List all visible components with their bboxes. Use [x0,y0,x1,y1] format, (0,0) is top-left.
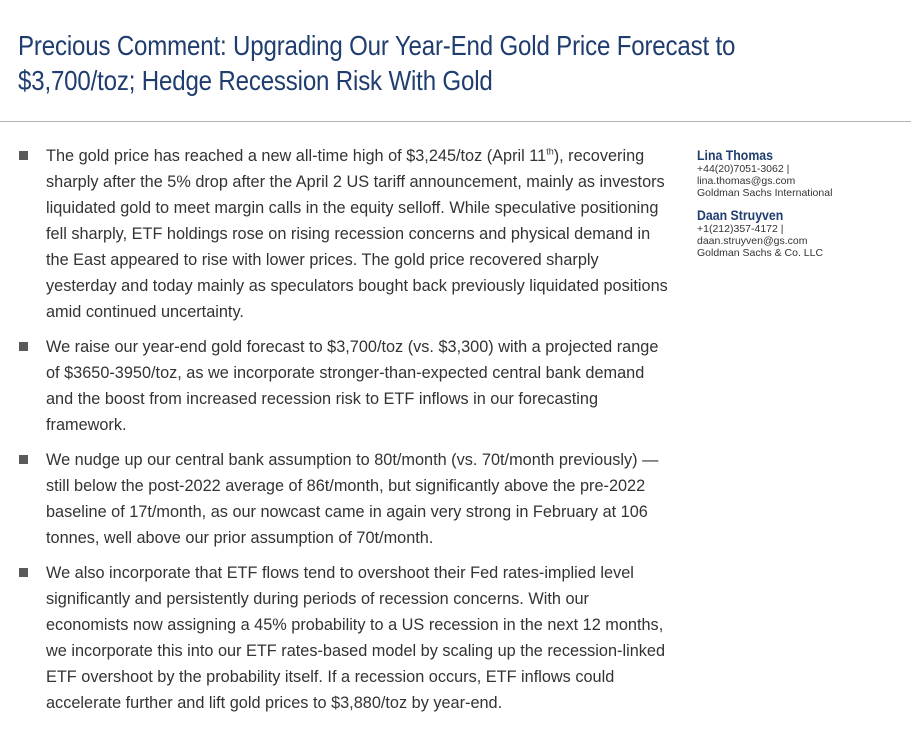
author-email[interactable]: lina.thomas@gs.com [697,175,796,187]
square-bullet-icon [19,455,28,464]
square-bullet-icon [19,342,28,351]
bullet-text [46,147,668,321]
author-organization: Goldman Sachs & Co. LLC [697,247,824,259]
author-panel [697,148,897,268]
page-title [18,28,775,98]
title-line-1: Precious Comment: Upgrading Our Year-End Gold Price Forecast to [18,30,736,61]
author-phone: +44(20)7051-3062 | [697,163,790,175]
summary-bullet-4 [18,560,673,716]
ordinal-superscript: th [546,146,554,157]
bullet-text: We nudge up our central bank assumption to 80t/month (vs. 70t/month previously) — still below the post-2022 average of 86t/month, but significantly above the pre-2022 baseline of 17t/month, as our nowcast came in again very strong in February at 106 tonnes, well above our prior assumption of 70t/month. [46,451,659,547]
author-card [697,148,897,199]
square-bullet-icon [19,151,28,160]
author-phone: +1(212)357-4172 | [697,223,784,235]
bullet-text: We also incorporate that ETF flows tend to overshoot their Fed rates-implied level significantly and persistently during periods of recession concerns. With our economists now assigning a 45% probability to a US recession in the next 12 months, we incorporate this into our ETF rates-based model by scaling up the recession-linked ETF overshoot by the probability itself. If a recession occurs, ETF inflows could accelerate further and lift gold prices to $3,880/toz by year-end. [46,564,665,712]
summary-bullet-1 [18,143,673,325]
author-email[interactable]: daan.struyven@gs.com [697,235,808,247]
bullet-text: We raise our year-end gold forecast to $3,700/toz (vs. $3,300) with a projected range of $3650-3950/toz, as we incorporate stronger-than-expected central bank demand and the boost from increased recession risk to ETF inflows in our forecasting framework. [46,338,659,434]
bullet-text-part: The gold price has reached a new all-time high of $3,245/toz (April 11 [46,147,547,165]
square-bullet-icon [19,568,28,577]
title-line-2: $3,700/toz; Hedge Recession Risk With Gold [18,65,493,96]
title-divider [0,121,911,122]
bullet-text-part: ), recovering sharply after the 5% drop after the April 2 US tariff announcement, mainly as investors liquidated gold to meet margin calls in the equity selloff. While speculative positioning fell sharply, ETF holdings rose on rising recession concerns and physical demand in the East appeared to rise with lower prices. The gold price recovered sharply yesterday and today mainly as speculators bought back previously liquidated positions amid continued uncertainty. [46,147,668,321]
author-name: Daan Struyven [697,207,784,223]
author-card [697,208,897,259]
summary-bullet-2 [18,334,673,438]
summary-bullet-3 [18,447,673,551]
author-name: Lina Thomas [697,147,773,163]
author-organization: Goldman Sachs International [697,187,833,199]
summary-bullet-list [18,143,673,725]
